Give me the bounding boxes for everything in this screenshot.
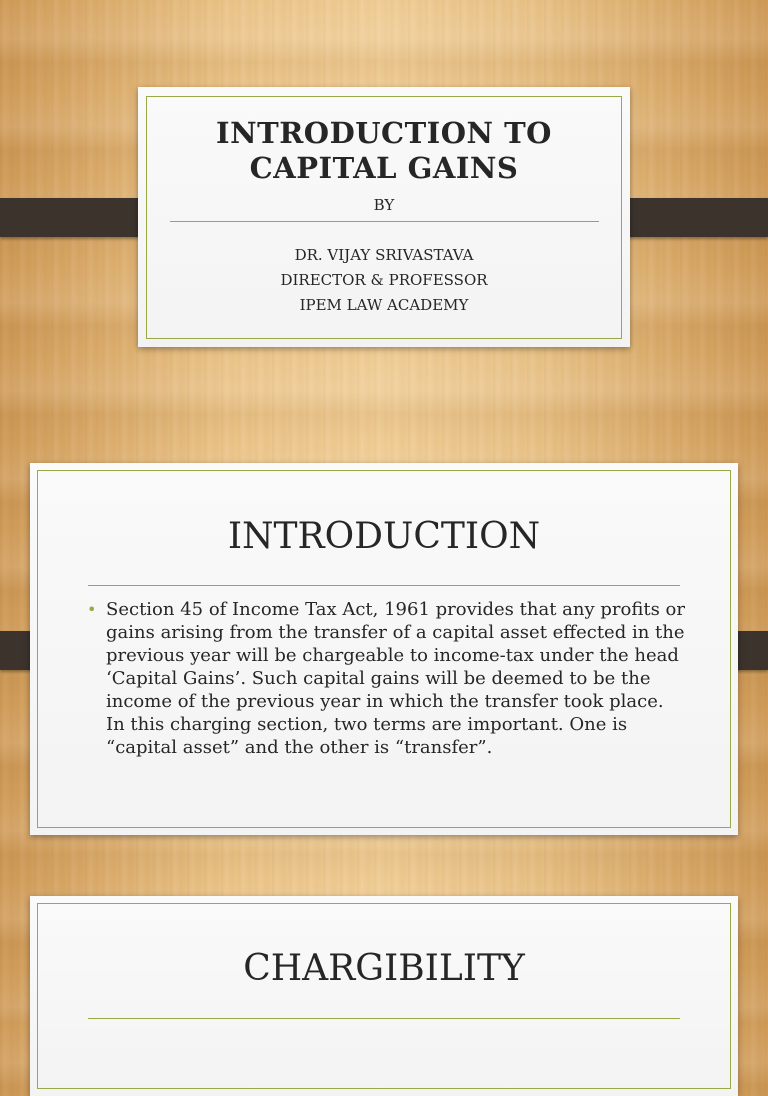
slide-1-divider (170, 221, 599, 222)
slide-2-heading: INTRODUCTION (227, 516, 541, 557)
slide-3[interactable] (0, 865, 768, 1024)
slide-3-card-border (37, 903, 731, 1089)
slide-1-by-label: BY (373, 196, 395, 214)
author-name: DR. VIJAY SRIVASTAVA (294, 246, 474, 264)
bullet-item: Section 45 of Income Tax Act, 1961 provides that any profits or gains arising from the transfer of a capital asset effected in the previous year will be chargeable to income-tax under the head ‘Capital Gains’. Such capital gains will be deemed to be the income of the previous year in which the transfer took place. In this charging section, two terms are important. One is “capital asset” and the other is “transfer”. (106, 599, 685, 758)
slide-3-card (30, 896, 738, 1096)
slide-2-divider (88, 585, 680, 586)
author-title: DIRECTOR & PROFESSOR (280, 271, 488, 289)
slide-3-heading: CHARGIBILITY (243, 948, 525, 989)
slide-1[interactable] (0, 0, 768, 430)
slide-1-title-line-2: CAPITAL GAINS (249, 151, 519, 185)
slide-2[interactable] (0, 430, 768, 865)
bullet-dot-icon (87, 602, 93, 608)
author-institution: IPEM LAW ACADEMY (299, 296, 469, 314)
slide-1-title-line-1: INTRODUCTION TO (216, 116, 552, 150)
slide-1-title (0, 116, 768, 186)
slide-3-divider (88, 1018, 680, 1019)
